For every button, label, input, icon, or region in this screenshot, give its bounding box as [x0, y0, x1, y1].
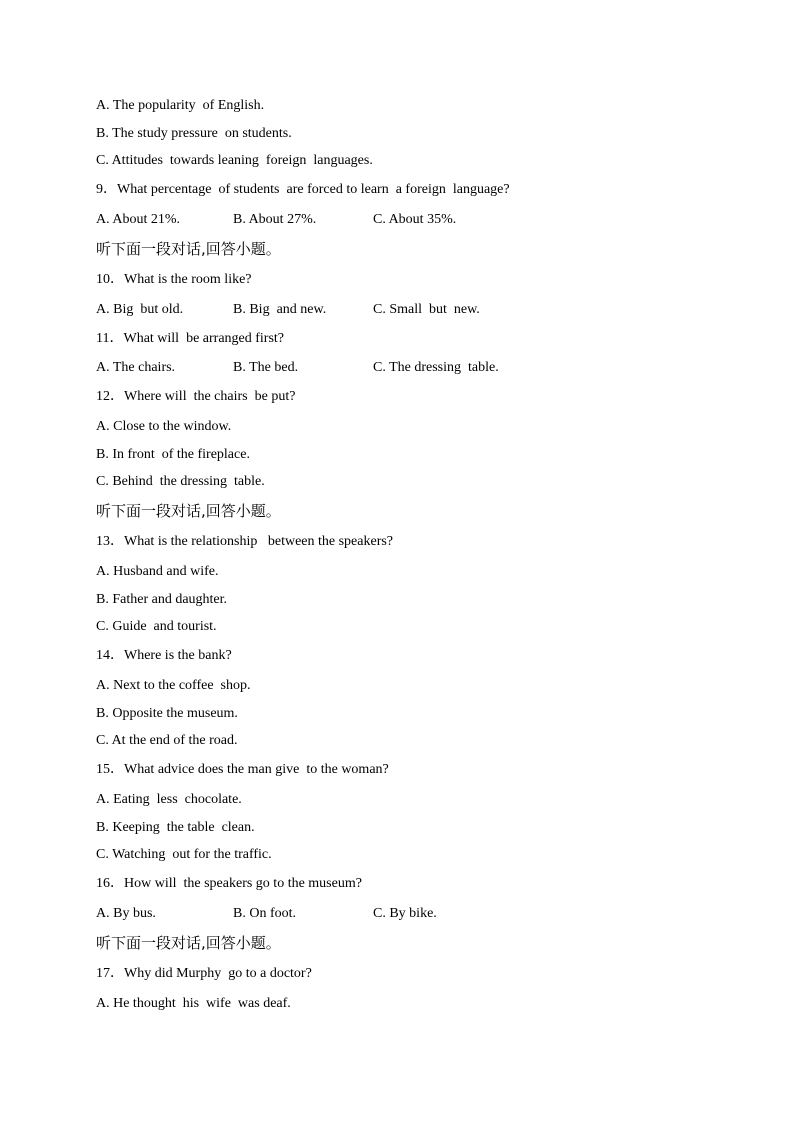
answer-option: A. He thought his wife was deaf. [96, 996, 291, 1011]
answer-option: C. By bike. [373, 906, 437, 921]
answer-option: A. The popularity of English. [96, 98, 265, 113]
answer-option: B. About 27%. [233, 212, 317, 227]
answer-option: A. Next to the coffee shop. [96, 678, 251, 693]
answer-option: B. Keeping the table clean. [96, 820, 255, 835]
section-instruction: 听下面一段对话,回答小题。 [96, 240, 281, 258]
question-text: 11．What will be arranged first? [96, 331, 285, 346]
answer-option: C. Guide and tourist. [96, 619, 217, 634]
answer-option: A. Husband and wife. [96, 564, 219, 579]
question-text: 17．Why did Murphy go to a doctor? [96, 966, 312, 981]
answer-option: C. At the end of the road. [96, 733, 238, 748]
question-text: 15．What advice does the man give to the woman? [96, 762, 389, 777]
question-text: 13．What is the relationship between the speakers? [96, 534, 394, 549]
answer-option: B. On foot. [233, 906, 296, 921]
answer-option: A. About 21%. [96, 212, 180, 227]
answer-option: C. Attitudes towards leaning foreign languages. [96, 153, 373, 168]
answer-option: C. Watching out for the traffic. [96, 847, 272, 862]
question-text: 12．Where will the chairs be put? [96, 389, 296, 404]
answer-option: A. The chairs. [96, 360, 176, 375]
answer-option: C. Behind the dressing table. [96, 474, 265, 489]
answer-option: B. Father and daughter. [96, 592, 228, 607]
answer-option: B. The study pressure on students. [96, 126, 292, 141]
answer-option: C. About 35%. [373, 212, 457, 227]
answer-option: C. Small but new. [373, 302, 480, 317]
answer-option: A. Eating less chocolate. [96, 792, 242, 807]
question-text: 9．What percentage of students are forced to learn a foreign language? [96, 182, 510, 197]
question-text: 10．What is the room like? [96, 272, 252, 287]
section-instruction: 听下面一段对话,回答小题。 [96, 502, 281, 520]
answer-option: A. Big but old. [96, 302, 184, 317]
question-text: 16．How will the speakers go to the museum? [96, 876, 362, 891]
question-text: 14．Where is the bank? [96, 648, 232, 663]
answer-option: C. The dressing table. [373, 360, 499, 375]
answer-option: B. In front of the fireplace. [96, 447, 250, 462]
answer-option: A. By bus. [96, 906, 156, 921]
answer-option: B. The bed. [233, 360, 299, 375]
section-instruction: 听下面一段对话,回答小题。 [96, 934, 281, 952]
answer-option: B. Opposite the museum. [96, 706, 238, 721]
answer-option: A. Close to the window. [96, 419, 232, 434]
answer-option: B. Big and new. [233, 302, 327, 317]
